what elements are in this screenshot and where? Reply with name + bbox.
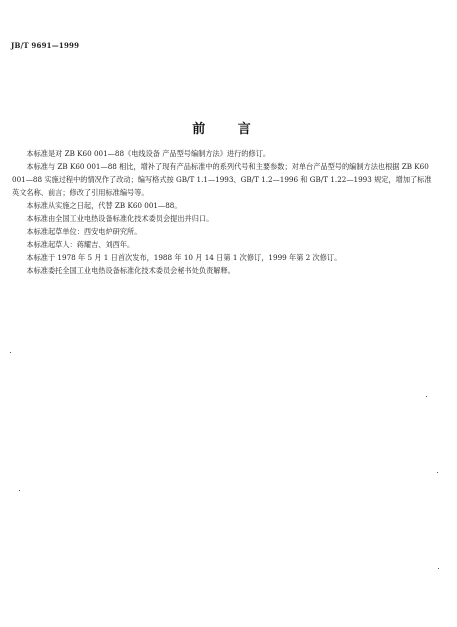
scan-speck <box>437 472 438 473</box>
page-title: 前 言 <box>192 122 265 137</box>
paragraph-drafters: 本标准起草人：蒋耀吉、刘西年。 <box>26 240 135 249</box>
paragraph-revision-basis: 本标准是对 ZB K60 001—88《电线设备 产品型号编制方法》进行的修订。 <box>26 149 271 158</box>
scan-speck <box>19 490 20 491</box>
paragraph-interpretation: 本标准委托全国工业电热设备标准化技术委员会秘书处负责解释。 <box>26 266 235 275</box>
paragraph-proposer: 本标准由全国工业电热设备标准化技术委员会提出并归口。 <box>26 214 214 223</box>
scan-speck <box>10 352 11 353</box>
paragraph-history: 本标准于 1978 年 5 月 1 日首次发布，1988 年 10 月 14 日第 1 次修订，1999 年第 2 次修订。 <box>26 253 342 262</box>
paragraph-changes: 本标准与 ZB K60 001—88 相比，增补了现有产品标准中的系列代号和主要参数；对单台产品型号的编制方法也根据 ZB K60 001—88 实施过程中的情况作了改动；编写格式按 GB/T 1.1—1993、GB/T 1.2—1996 和 GB/T 1.22—1993 规定，增加了标准英文名称、前言；修改了引用标准编号等。 <box>12 162 432 197</box>
foreword-body <box>12 147 434 277</box>
scan-speck <box>438 568 439 569</box>
paragraph-replacement: 本标准从实施之日起，代替 ZB K60 001—88。 <box>26 201 182 210</box>
standard-number: JB/T 9691—1999 <box>11 41 80 50</box>
paragraph-drafting-unit: 本标准起草单位：西安电炉研究所。 <box>26 227 142 236</box>
scan-speck <box>426 396 427 397</box>
